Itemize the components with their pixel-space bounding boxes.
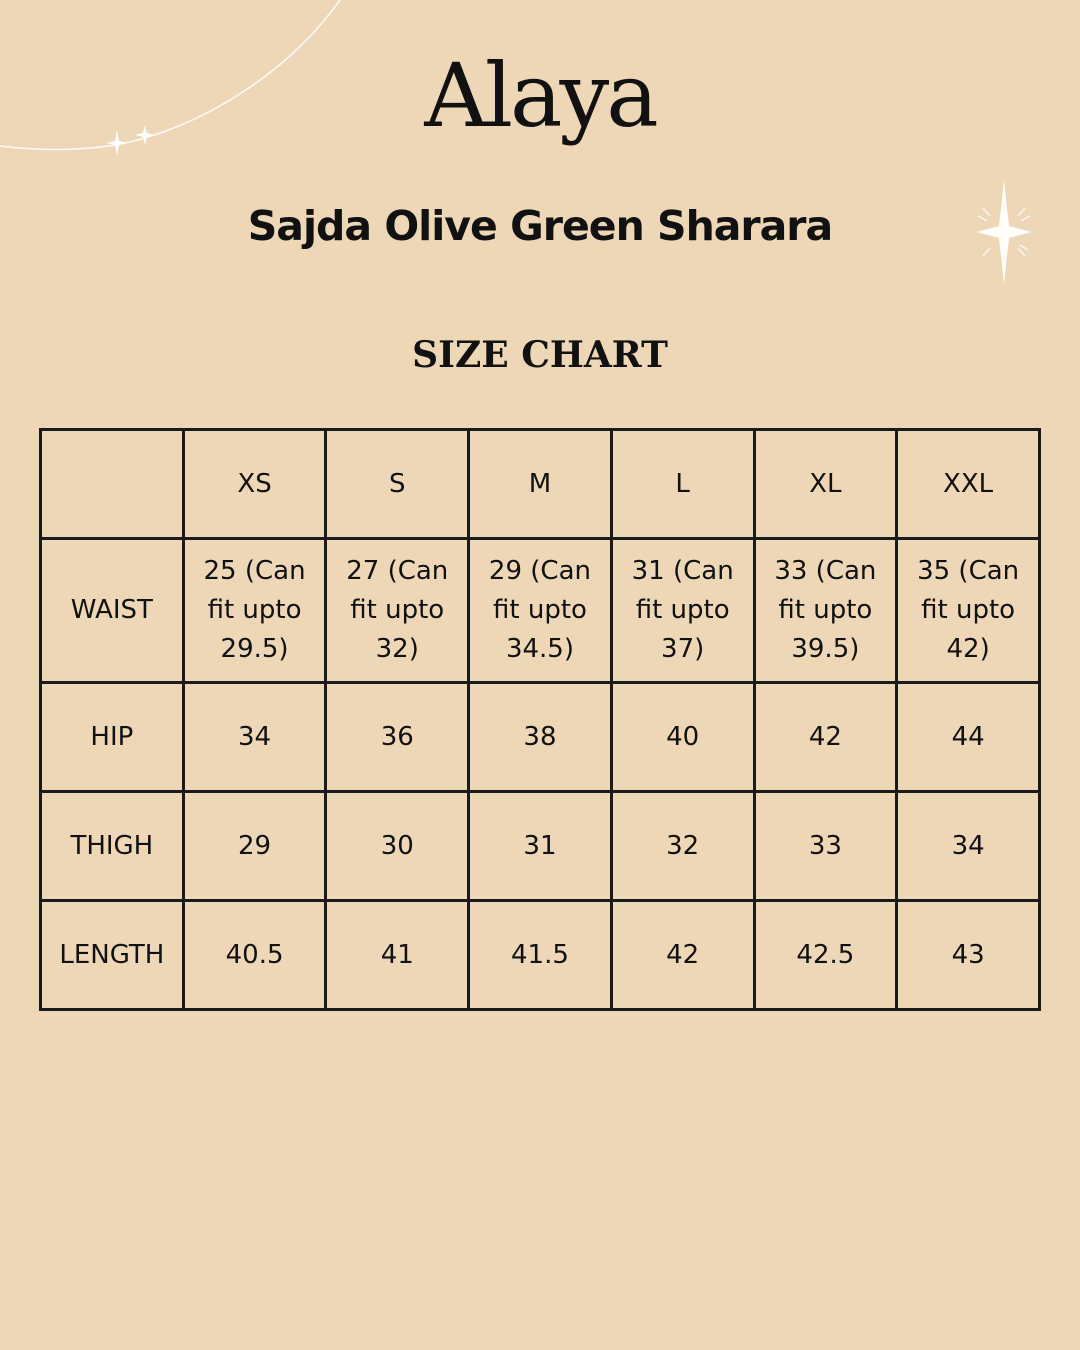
waist-row xyxy=(41,539,1040,683)
waist-xxl: 35 (Can fit upto 42) xyxy=(897,539,1040,683)
size-chart-title: SIZE CHART xyxy=(412,334,668,376)
length-xl: 42.5 xyxy=(754,901,897,1010)
product-title: Sajda Olive Green Sharara xyxy=(247,202,833,250)
length-s: 41 xyxy=(326,901,469,1010)
thigh-l: 32 xyxy=(611,792,754,901)
waist-xl: 33 (Can fit upto 39.5) xyxy=(754,539,897,683)
size-header-s: S xyxy=(326,430,469,539)
hip-xl: 42 xyxy=(754,683,897,792)
hip-xxl: 44 xyxy=(897,683,1040,792)
size-header-l: L xyxy=(611,430,754,539)
size-header-row xyxy=(41,430,1040,539)
hip-xs: 34 xyxy=(183,683,326,792)
length-xs: 40.5 xyxy=(183,901,326,1010)
waist-m: 29 (Can fit upto 34.5) xyxy=(469,539,612,683)
thigh-xs: 29 xyxy=(183,792,326,901)
length-row xyxy=(41,901,1040,1010)
hip-m: 38 xyxy=(469,683,612,792)
thigh-m: 31 xyxy=(469,792,612,901)
thigh-row xyxy=(41,792,1040,901)
row-label-waist: WAIST xyxy=(41,539,184,683)
size-header-xs: XS xyxy=(183,430,326,539)
size-chart-table xyxy=(39,428,1041,1011)
thigh-s: 30 xyxy=(326,792,469,901)
brand-logo: Alaya xyxy=(424,44,656,147)
hip-row xyxy=(41,683,1040,792)
corner-cell xyxy=(41,430,184,539)
hip-s: 36 xyxy=(326,683,469,792)
length-m: 41.5 xyxy=(469,901,612,1010)
size-header-xl: XL xyxy=(754,430,897,539)
length-xxl: 43 xyxy=(897,901,1040,1010)
waist-xs: 25 (Can fit upto 29.5) xyxy=(183,539,326,683)
hip-l: 40 xyxy=(611,683,754,792)
thigh-xxl: 34 xyxy=(897,792,1040,901)
waist-l: 31 (Can fit upto 37) xyxy=(611,539,754,683)
thigh-xl: 33 xyxy=(754,792,897,901)
size-header-m: M xyxy=(469,430,612,539)
waist-s: 27 (Can fit upto 32) xyxy=(326,539,469,683)
row-label-thigh: THIGH xyxy=(41,792,184,901)
row-label-length: LENGTH xyxy=(41,901,184,1010)
row-label-hip: HIP xyxy=(41,683,184,792)
length-l: 42 xyxy=(611,901,754,1010)
size-header-xxl: XXL xyxy=(897,430,1040,539)
